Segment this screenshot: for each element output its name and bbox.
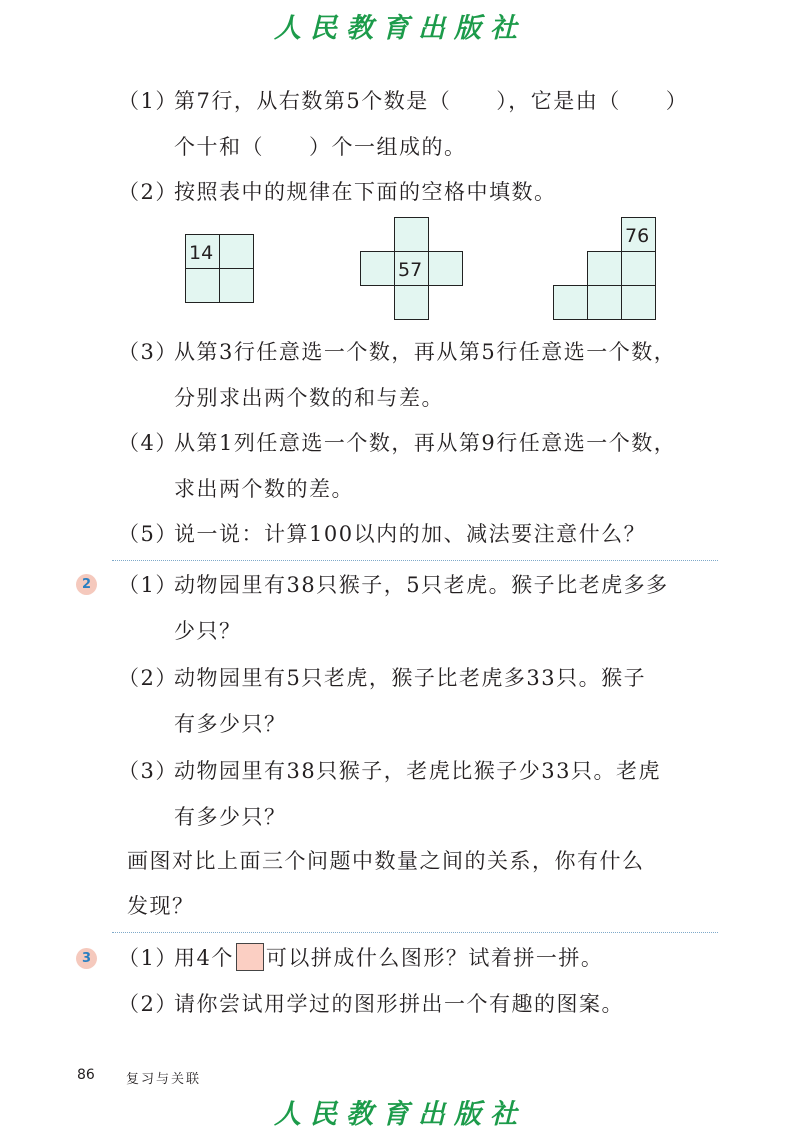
s1-q2-num: （2） xyxy=(118,180,178,204)
s1-q3-text: 从第3行任意选一个数，再从第5行任意选一个数， xyxy=(174,340,677,364)
s2-q1-text: 动物园里有38只猴子，5只老虎。猴子比老虎多多 xyxy=(174,573,669,597)
s3-q1-text-before: 用4个 xyxy=(174,946,234,970)
s3-q1-text xyxy=(174,943,603,973)
s1-q1-text: 第7行，从右数第5个数是（ ），它是由（ ） xyxy=(174,89,689,113)
s2-q1-text-cont: 少只？ xyxy=(174,619,242,643)
s1-q4-text: 从第1列任意选一个数，再从第9行任意选一个数， xyxy=(174,431,677,455)
s2-q2-text: 动物园里有5只老虎，猴子比老虎多33只。猴子 xyxy=(174,666,647,690)
problem-number-badge: 2 xyxy=(76,574,97,595)
s3-q2-num: （2） xyxy=(118,992,178,1016)
page-number: 86 xyxy=(77,1067,95,1083)
grid-cell-blank[interactable] xyxy=(219,234,254,269)
s2-q2-text-cont: 有多少只？ xyxy=(174,712,287,736)
s3-q1-num: （1） xyxy=(118,946,178,970)
section-divider xyxy=(112,932,718,933)
s2-summary-text: 画图对比上面三个问题中数量之间的关系，你有什么 xyxy=(127,849,645,873)
s1-q5-num: （5） xyxy=(118,522,178,546)
s1-q4-text-cont: 求出两个数的差。 xyxy=(174,477,354,501)
problem-number-badge: 3 xyxy=(76,948,97,969)
grid-cell-blank[interactable] xyxy=(553,285,588,320)
s2-q3-num: （3） xyxy=(118,759,178,783)
grid-cell-blank[interactable] xyxy=(621,285,656,320)
grid-cell-blank[interactable] xyxy=(394,285,429,320)
grid-cell-blank[interactable] xyxy=(219,268,254,303)
s2-q2-num: （2） xyxy=(118,666,178,690)
grid-cell-blank[interactable] xyxy=(185,268,220,303)
s1-q3-text-cont: 分别求出两个数的和与差。 xyxy=(174,386,444,410)
s1-q3-num: （3） xyxy=(118,340,178,364)
s2-q3-text-cont: 有多少只？ xyxy=(174,805,287,829)
publisher-logo-bottom: 人民教育出版社 xyxy=(274,1099,526,1130)
section-divider xyxy=(112,560,718,561)
s1-q1-num: （1） xyxy=(118,89,178,113)
publisher-logo-top: 人民教育出版社 xyxy=(274,13,526,44)
grid-cell-given: 57 xyxy=(394,251,429,286)
s1-q5-text: 说一说：计算100以内的加、减法要注意什么？ xyxy=(174,522,647,546)
grid-cell-given: 76 xyxy=(621,217,656,252)
grid-cell-blank[interactable] xyxy=(587,285,622,320)
grid-cell-blank[interactable] xyxy=(621,251,656,286)
grid-cell-blank[interactable] xyxy=(587,251,622,286)
s3-q1-text-after: 可以拼成什么图形？试着拼一拼。 xyxy=(265,946,604,970)
s3-q2-text: 请你尝试用学过的图形拼出一个有趣的图案。 xyxy=(174,992,624,1016)
square-tile-icon xyxy=(236,943,264,971)
grid-cell-given: 14 xyxy=(185,234,220,269)
chapter-title: 复习与关联 xyxy=(126,1072,202,1087)
grid-cell-blank[interactable] xyxy=(360,251,395,286)
s1-q2-text: 按照表中的规律在下面的空格中填数。 xyxy=(174,180,557,204)
s2-q1-num: （1） xyxy=(118,573,178,597)
grid-cell-blank[interactable] xyxy=(394,217,429,252)
s1-q1-text-cont: 个十和（ ）个一组成的。 xyxy=(174,135,467,159)
s2-q3-text: 动物园里有38只猴子，老虎比猴子少33只。老虎 xyxy=(174,759,661,783)
s1-q4-num: （4） xyxy=(118,431,178,455)
grid-cell-blank[interactable] xyxy=(428,251,463,286)
s2-summary-text-cont: 发现？ xyxy=(127,894,195,918)
